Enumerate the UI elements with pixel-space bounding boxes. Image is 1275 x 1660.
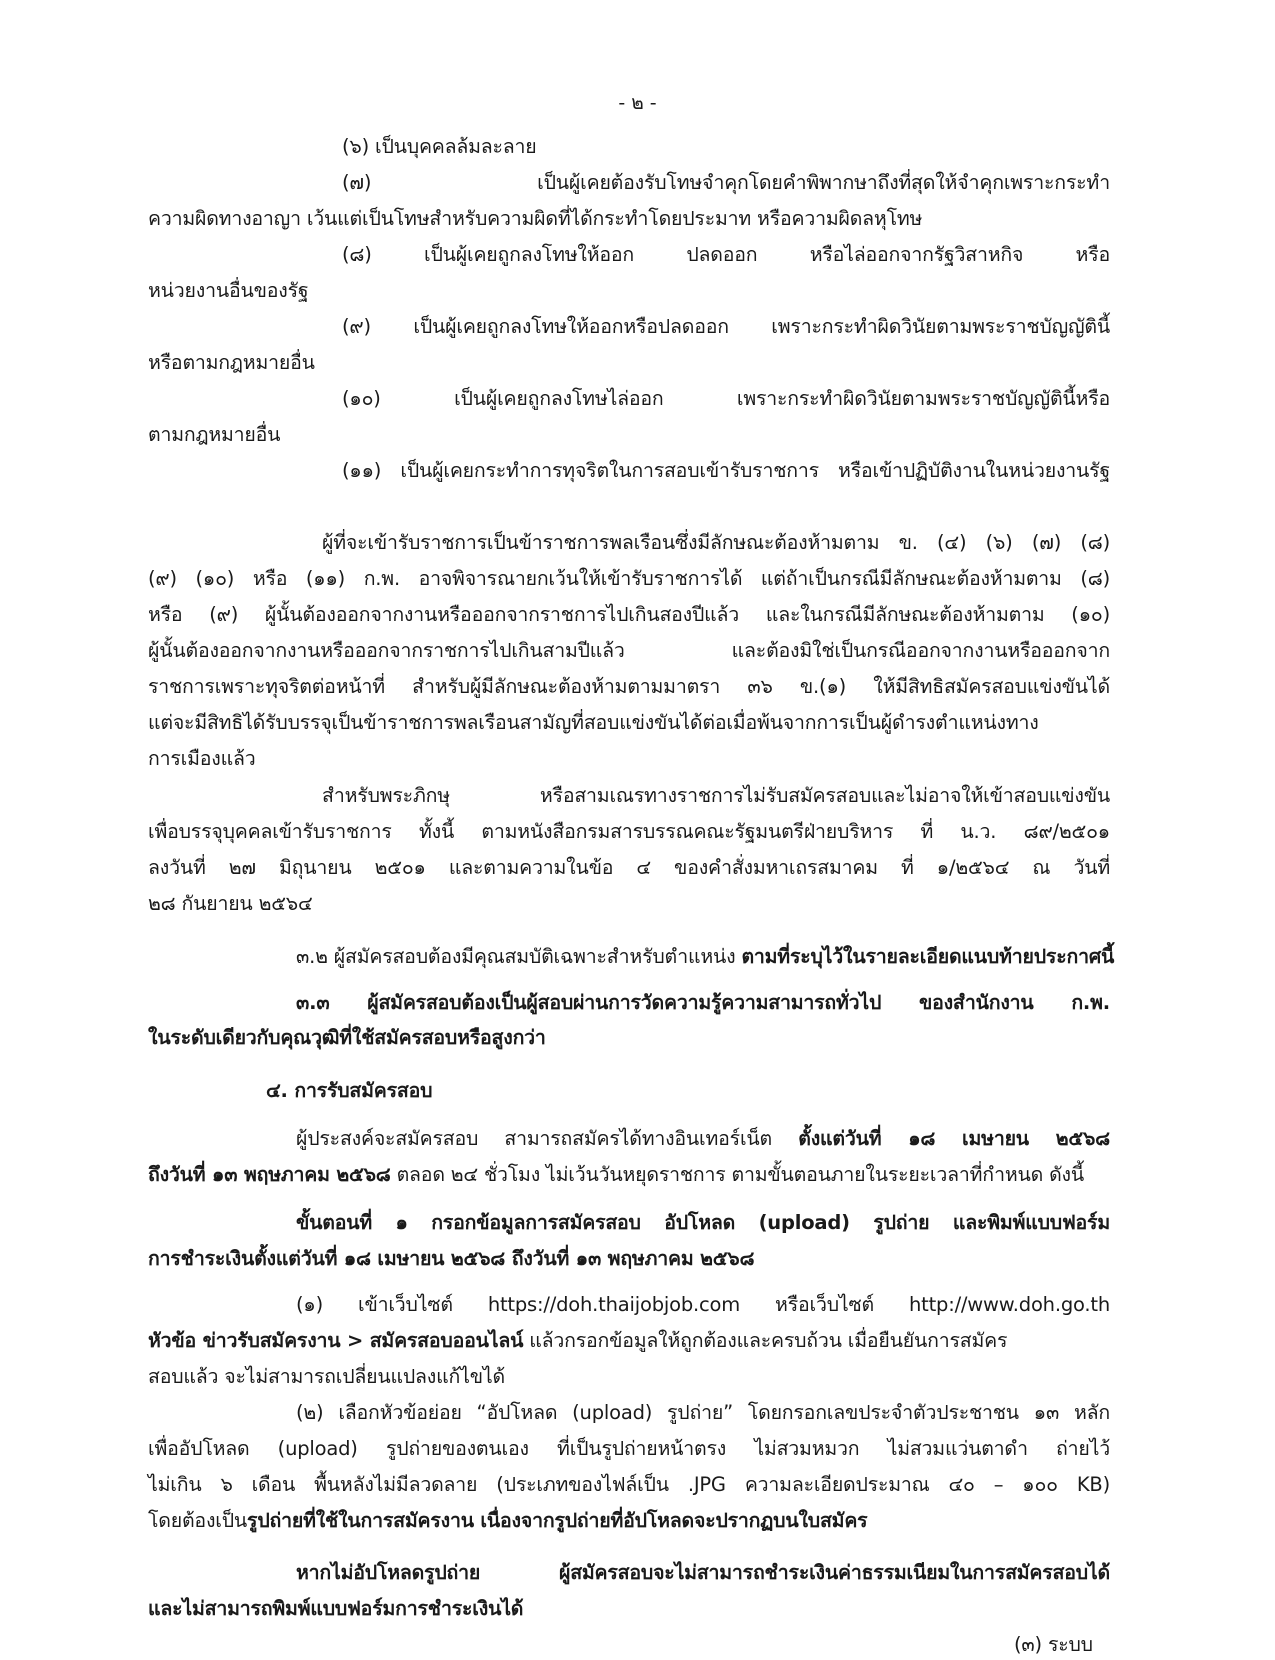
text-line: ราชการเพราะทุจริตต่อหน้าที่ สำหรับผู้มีลักษณะต้องห้ามตามมาตรา ๓๖ ข.(๑) ให้มีสิทธิสมัครสอบแข่งขันได้ [148,675,1110,698]
text-line: (๖) เป็นบุคคลล้มละลาย [342,135,537,158]
text-line: ผู้ที่จะเข้ารับราชการเป็นข้าราชการพลเรือนซึ่งมีลักษณะต้องห้ามตาม ข. (๔) (๖) (๗) (๘) [322,531,1110,554]
text-line: ๒๘ กันยายน ๒๕๖๔ [148,892,313,915]
text-line: (๑๑) เป็นผู้เคยกระทำการทุจริตในการสอบเข้ารับราชการ หรือเข้าปฏิบัติงานในหน่วยงานรัฐ [342,459,1110,482]
text-line [148,1160,1084,1190]
text-line: การเมืองแล้ว [148,747,256,770]
text-line [296,1124,1110,1154]
text-line: (๙) (๑๐) หรือ (๑๑) ก.พ. อาจพิจารณายกเว้นให้เข้ารับราชการได้ แต่ถ้าเป็นกรณีมีลักษณะต้องห้ามตาม (๘) [148,567,1110,590]
text-line: การชำระเงินตั้งแต่วันที่ ๑๘ เมษายน ๒๕๖๘ ถึงวันที่ ๑๓ พฤษภาคม ๒๕๖๘ [148,1247,755,1270]
text-line: ไม่เกิน ๖ เดือน พื้นหลังไม่มีลวดลาย (ประเภทของไฟล์เป็น .JPG ความละเอียดประมาณ ๔๐ – ๑๐๐ KB) [148,1473,1110,1496]
text-span-bold: หัวข้อ ข่าวรับสมัครงาน > สมัครสอบออนไลน์ [148,1329,524,1352]
text-span: โดยต้องเป็น [148,1509,248,1532]
text-line [148,1326,1007,1356]
text-line: (๗) เป็นผู้เคยต้องรับโทษจำคุกโดยคำพิพากษาถึงที่สุดให้จำคุกเพราะกระทำ [342,171,1110,194]
page-number: - ๒ - [618,92,657,114]
text-span-bold: ตั้งแต่วันที่ ๑๘ เมษายน ๒๕๖๘ [798,1127,1110,1150]
text-line: ลงวันที่ ๒๗ มิถุนายน ๒๕๐๑ และตามความในข้อ ๔ ของคำสั่งมหาเถรสมาคม ที่ ๑/๒๕๖๔ ณ วันที่ [148,856,1110,879]
text-span: แล้วกรอกข้อมูลให้ถูกต้องและครบถ้วน เมื่อยืนยันการสมัคร [523,1329,1008,1352]
text-line: เพื่ออัปโหลด (upload) รูปถ่ายของตนเอง ที่เป็นรูปถ่ายหน้าตรง ไม่สวมหมวก ไม่สวมแว่นตาดำ ถ่ายไว้ [148,1437,1110,1460]
text-line: (๑) เข้าเว็บไซต์ https://doh.thaijobjob.com หรือเว็บไซต์ http://www.doh.go.th [296,1293,1110,1316]
text-line [296,942,1114,972]
text-span: ๓.๒ ผู้สมัครสอบต้องมีคุณสมบัติเฉพาะสำหรับตำแหน่ง [296,945,742,968]
text-span-bold: ถึงวันที่ ๑๓ พฤษภาคม ๒๕๖๘ [148,1163,391,1186]
text-line: ผู้นั้นต้องออกจากงานหรือออกจากราชการไปเกินสามปีแล้ว และต้องมิใช่เป็นกรณีออกจากงานหรือออกจาก [148,639,1110,662]
section-heading: ๔. การรับสมัครสอบ [266,1079,433,1102]
text-line: (๘) เป็นผู้เคยถูกลงโทษให้ออก ปลดออก หรือไล่ออกจากรัฐวิสาหกิจ หรือ [342,243,1110,266]
text-line: หากไม่อัปโหลดรูปถ่าย ผู้สมัครสอบจะไม่สามารถชำระเงินค่าธรรมเนียมในการสมัครสอบได้ [296,1561,1110,1584]
text-span-bold: ตามที่ระบุไว้ในรายละเอียดแนบท้ายประกาศนี้ [741,945,1115,968]
text-line [148,1506,867,1536]
text-line: หรือ (๙) ผู้นั้นต้องออกจากงานหรือออกจากราชการไปเกินสองปีแล้ว และในกรณีมีลักษณะต้องห้ามตาม (๑๐) [148,603,1110,626]
text-line: สอบแล้ว จะไม่สามารถเปลี่ยนแปลงแก้ไขได้ [148,1365,505,1388]
text-line: ขั้นตอนที่ ๑ กรอกข้อมูลการสมัครสอบ อัปโหลด (upload) รูปถ่าย และพิมพ์แบบฟอร์ม [296,1211,1110,1234]
text-line: (๑๐) เป็นผู้เคยถูกลงโทษไล่ออก เพราะกระทำผิดวินัยตามพระราชบัญญัตินี้หรือ [342,387,1110,410]
text-line: และไม่สามารถพิมพ์แบบฟอร์มการชำระเงินได้ [148,1597,524,1620]
text-line: ความผิดทางอาญา เว้นแต่เป็นโทษสำหรับความผิดที่ได้กระทำโดยประมาท หรือความผิดลหุโทษ [148,207,923,230]
text-span: ตลอด ๒๔ ชั่วโมง ไม่เว้นวันหยุดราชการ ตามขั้นตอนภายในระยะเวลาที่กำหนด ดังนี้ [390,1163,1084,1186]
text-line: ๓.๓ ผู้สมัครสอบต้องเป็นผู้สอบผ่านการวัดความรู้ความสามารถทั่วไป ของสำนักงาน ก.พ. [296,991,1110,1014]
text-line: (๙) เป็นผู้เคยถูกลงโทษให้ออกหรือปลดออก เพราะกระทำผิดวินัยตามพระราชบัญญัตินี้ [342,315,1110,338]
text-line: หรือตามกฎหมายอื่น [148,351,315,374]
text-line: ตามกฎหมายอื่น [148,423,281,446]
text-line: เพื่อบรรจุบุคคลเข้ารับราชการ ทั้งนี้ ตามหนังสือกรมสารบรรณคณะรัฐมนตรีฝ่ายบริหาร ที่ น.ว. ๘๙/๒๕๐๑ [148,820,1110,843]
text-line: สำหรับพระภิกษุ หรือสามเณรทางราชการไม่รับสมัครสอบและไม่อาจให้เข้าสอบแข่งขัน [322,784,1110,807]
text-line: แต่จะมีสิทธิได้รับบรรจุเป็นข้าราชการพลเรือนสามัญที่สอบแข่งขันได้ต่อเมื่อพ้นจากการเป็นผู้ดำรงตำแหน่งทาง [148,711,1039,734]
text-span-bold: รูปถ่ายที่ใช้ในการสมัครงาน เนื่องจากรูปถ่ายที่อัปโหลดจะปรากฏบนใบสมัคร [247,1509,868,1532]
text-line: (๓) ระบบ [1014,1633,1093,1656]
text-line: (๒) เลือกหัวข้อย่อย “อัปโหลด (upload) รูปถ่าย” โดยกรอกเลขประจำตัวประชาชน ๑๓ หลัก [296,1401,1110,1424]
text-span: ผู้ประสงค์จะสมัครสอบ สามารถสมัครได้ทางอินเทอร์เน็ต [296,1127,799,1150]
text-line: หน่วยงานอื่นของรัฐ [148,279,309,302]
text-line: ในระดับเดียวกับคุณวุฒิที่ใช้สมัครสอบหรือสูงกว่า [148,1026,546,1049]
